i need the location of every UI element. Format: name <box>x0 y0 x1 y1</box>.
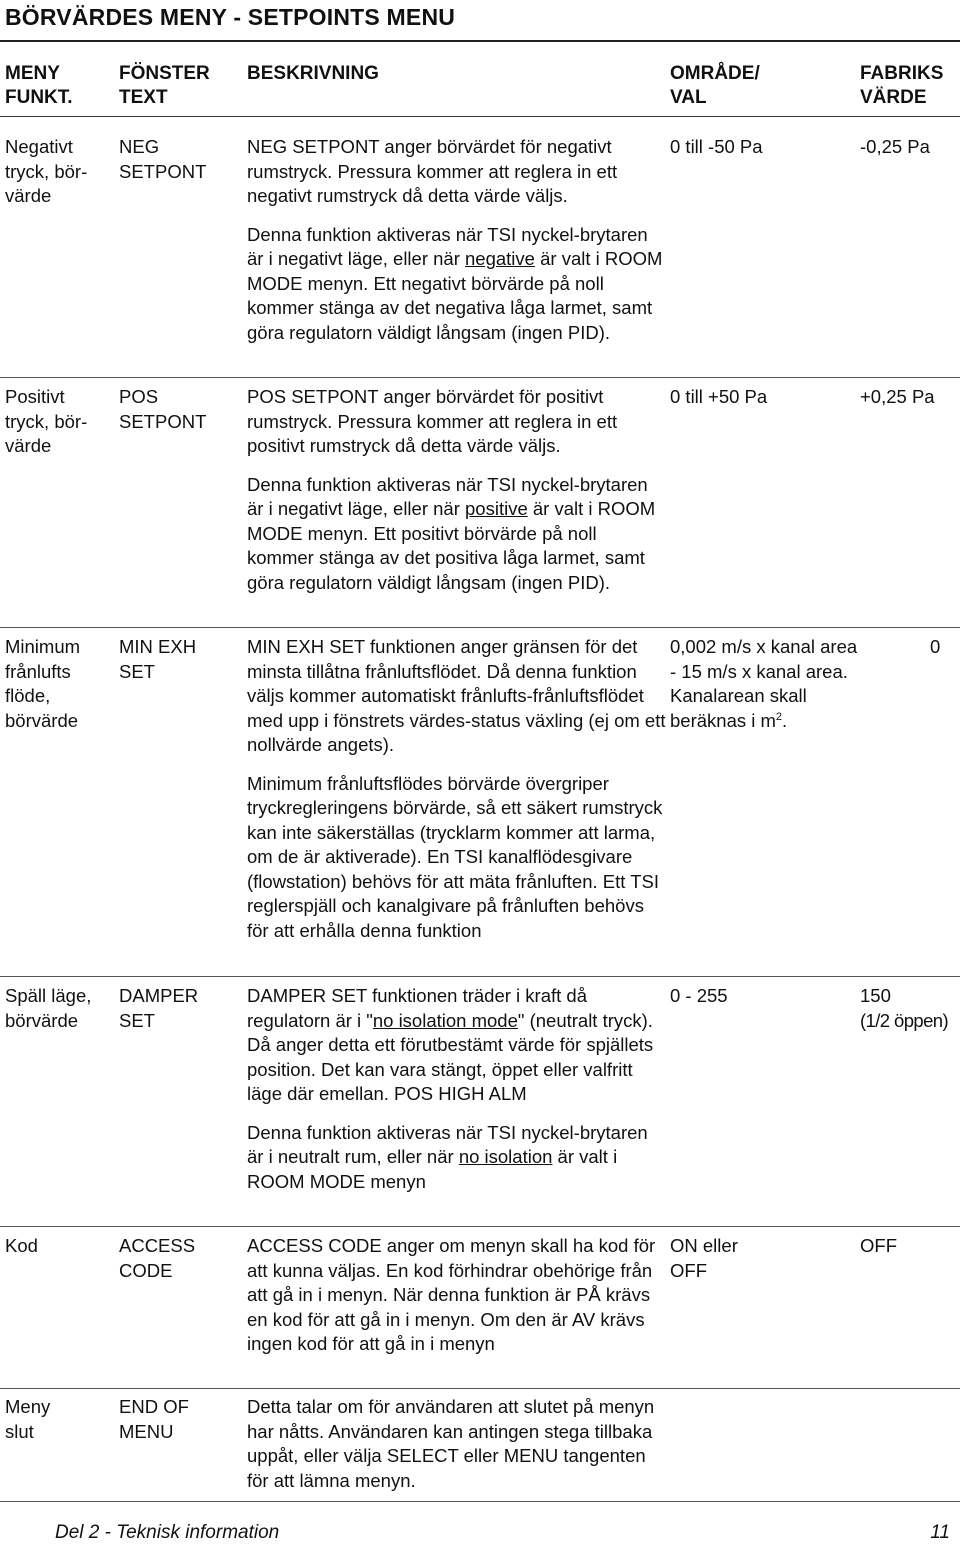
table-row <box>0 135 960 375</box>
window-line: MIN EXH <box>119 636 197 657</box>
function-line: värde <box>5 185 52 206</box>
header-window-text <box>119 62 210 110</box>
row-default: 0 <box>930 636 941 657</box>
header-window-line2: TEXT <box>119 87 168 108</box>
description-underlined: positive <box>465 498 528 519</box>
table-row <box>0 385 960 625</box>
row-divider <box>0 1388 960 1389</box>
function-line: Negativt <box>5 136 73 157</box>
header-divider <box>0 116 960 117</box>
description-underlined: no isolation <box>458 1146 553 1167</box>
row-range: 0 till +50 Pa <box>670 386 768 407</box>
function-line: Meny <box>5 1396 51 1417</box>
table-row <box>0 1234 960 1384</box>
header-function-line2: FUNKT. <box>5 87 73 108</box>
window-line: CODE <box>119 1259 173 1281</box>
header-default <box>860 62 943 110</box>
range-line: - 15 m/s x kanal area. <box>670 660 848 682</box>
window-line: SET <box>119 1009 155 1031</box>
description-paragraph <box>247 984 667 1107</box>
function-line: frånlufts <box>5 660 71 682</box>
row-default: -0,25 Pa <box>860 136 930 157</box>
header-function <box>5 62 73 110</box>
window-line: ACCESS <box>119 1235 196 1256</box>
description-text: är valt i ROOM MODE menyn <box>247 1146 618 1192</box>
row-window-text <box>119 135 239 184</box>
description-underlined: negative <box>465 248 535 269</box>
row-function <box>5 135 110 209</box>
row-description <box>247 135 667 359</box>
header-function-line1: MENY <box>5 63 60 84</box>
header-default-line2: VÄRDE <box>860 87 927 108</box>
row-range: 0 - 255 <box>670 985 728 1006</box>
table-row <box>0 635 960 973</box>
row-divider <box>0 627 960 628</box>
description-underlined: no isolation mode <box>372 1009 518 1031</box>
row-range <box>670 1234 870 1283</box>
header-default-line1: FABRIKS <box>860 63 944 84</box>
row-window-text <box>119 635 239 684</box>
row-function <box>5 1395 110 1444</box>
window-line: SETPONT <box>119 160 207 182</box>
function-line: Minimum <box>5 636 81 657</box>
description-text: " (neutralt tryck). Då anger detta ett förutbestämt värde för spjällets position. Det kan vara stängt, öppet eller valfritt läge där emellan. POS HIGH ALM <box>247 1009 654 1104</box>
window-line: SETPONT <box>119 410 207 432</box>
description-text: Denna funktion aktiveras när TSI nyckel-brytaren är i neutralt rum, eller när <box>247 1121 648 1167</box>
header-range <box>670 62 760 110</box>
row-function <box>5 635 110 733</box>
row-range <box>670 635 870 733</box>
window-line: DAMPER <box>119 985 199 1006</box>
function-line: värde <box>5 435 52 456</box>
range-line: 0,002 m/s x kanal area <box>670 636 858 657</box>
window-line: NEG <box>119 136 160 157</box>
function-line: tryck, bör- <box>5 160 88 182</box>
row-range: 0 till -50 Pa <box>670 136 763 157</box>
table-header <box>0 62 960 114</box>
description-paragraph: POS SETPONT anger börvärdet för positivt rumstryck. Pressura kommer att reglera in ett positivt rumstryck då detta värde väljs. <box>247 386 618 456</box>
window-line: POS <box>119 386 159 407</box>
description-paragraph <box>247 473 667 596</box>
row-default: OFF <box>860 1235 897 1256</box>
range-line: beräknas i m <box>670 709 776 731</box>
row-divider <box>0 1226 960 1227</box>
function-line: Späll läge, <box>5 985 92 1006</box>
description-paragraph: MIN EXH SET funktionen anger gränsen för det minsta tillåtna frånluftsflödet. Då denna funktion väljs kommer automatiskt frånlufts-frånluftsflödet med upp i fönstrets värdes-status växling (ej om ett nollvärde angets). <box>247 636 666 755</box>
header-window-line1: FÖNSTER <box>119 63 210 84</box>
table-row <box>0 984 960 1224</box>
row-default: +0,25 Pa <box>860 386 935 407</box>
footer-section-title: Del 2 - Teknisk information <box>55 1522 280 1543</box>
description-text: Denna funktion aktiveras när TSI nyckel-brytaren är i negativt läge, eller när <box>247 223 648 269</box>
row-function <box>5 1234 110 1259</box>
row-default <box>860 984 958 1033</box>
row-description <box>247 1395 667 1507</box>
row-divider <box>0 377 960 378</box>
header-range-line2: VAL <box>670 87 707 108</box>
description-paragraph: NEG SETPONT anger börvärdet för negativt rumstryck. Pressura kommer att reglera in ett negativt rumstryck då detta värde väljs. <box>247 136 618 206</box>
row-description <box>247 385 667 609</box>
function-line: slut <box>5 1420 34 1442</box>
row-window-text <box>119 1234 239 1283</box>
table-bottom-divider <box>0 1501 960 1502</box>
table-row <box>0 1395 960 1500</box>
function-line: börvärde <box>5 709 79 731</box>
page-number: 11 <box>930 1522 950 1543</box>
function-line: flöde, <box>5 685 51 706</box>
description-paragraph: ACCESS CODE anger om menyn skall ha kod för att kunna väljas. En kod förhindrar obehörige från att gå in i menyn. När denna funktion är PÅ krävs en kod för att gå in i menyn. Om den är AV krävs ingen kod för att gå in i menyn <box>247 1235 656 1354</box>
row-window-text <box>119 385 239 434</box>
description-text: är valt i ROOM MODE menyn. Ett positivt börvärde på noll kommer stänga av det positiva låga larmet, samt göra regulatorn väldigt långsam (ingen PID). <box>247 498 656 593</box>
window-line: SET <box>119 660 155 682</box>
description-paragraph <box>247 223 667 346</box>
range-line: OFF <box>670 1259 707 1281</box>
default-line: 150 <box>860 985 891 1006</box>
row-window-text <box>119 984 239 1033</box>
function-line: börvärde <box>5 1009 79 1031</box>
function-line: tryck, bör- <box>5 410 88 432</box>
description-text: DAMPER SET funktionen träder i kraft då regulatorn är i " <box>247 985 588 1031</box>
title-divider <box>0 40 960 42</box>
row-function <box>5 984 110 1033</box>
function-line: Positivt <box>5 386 65 407</box>
description-paragraph: Minimum frånluftsflödes börvärde övergriper tryckregleringens börvärde, så ett säkert rumstryck kan inte säkerställas (trycklarm kommer att larma, om de är aktiverade). En TSI kanalflödesgivare (flowstation) behövs för att mäta frånluften. Ett TSI reglerspjäll och kanalgivare på frånluften behövs för att erhålla denna funktion <box>247 772 663 941</box>
row-description <box>247 984 667 1208</box>
row-divider <box>0 976 960 977</box>
row-description <box>247 1234 667 1371</box>
range-line: ON eller <box>670 1235 738 1256</box>
range-line: Kanalarean skall <box>670 685 807 706</box>
header-description: BESKRIVNING <box>247 63 379 84</box>
description-text: är valt i ROOM MODE menyn. Ett negativt börvärde på noll kommer stänga av det negativa låga larmet, samt göra regulatorn väldigt långsam (ingen PID). <box>247 248 663 343</box>
range-line: . <box>782 709 788 731</box>
row-description <box>247 635 667 957</box>
row-window-text <box>119 1395 239 1444</box>
default-line: (1/2 öppen) <box>860 1009 949 1031</box>
description-text: Denna funktion aktiveras när TSI nyckel-brytaren är i negativt läge, eller när <box>247 473 648 519</box>
page-title: BÖRVÄRDES MENY - SETPOINTS MENU <box>5 4 456 30</box>
window-line: END OF <box>119 1396 189 1417</box>
description-paragraph: Detta talar om för användaren att slutet på menyn har nåtts. Användaren kan antingen stega tillbaka uppåt, eller välja SELECT eller MENU tangenten för att lämna menyn. <box>247 1396 655 1491</box>
header-range-line1: OMRÅDE/ <box>670 63 760 84</box>
row-function <box>5 385 110 459</box>
range-superscript: 2 <box>775 710 783 723</box>
function-line: Kod <box>5 1235 38 1256</box>
description-paragraph <box>247 1121 667 1195</box>
window-line: MENU <box>119 1420 174 1442</box>
